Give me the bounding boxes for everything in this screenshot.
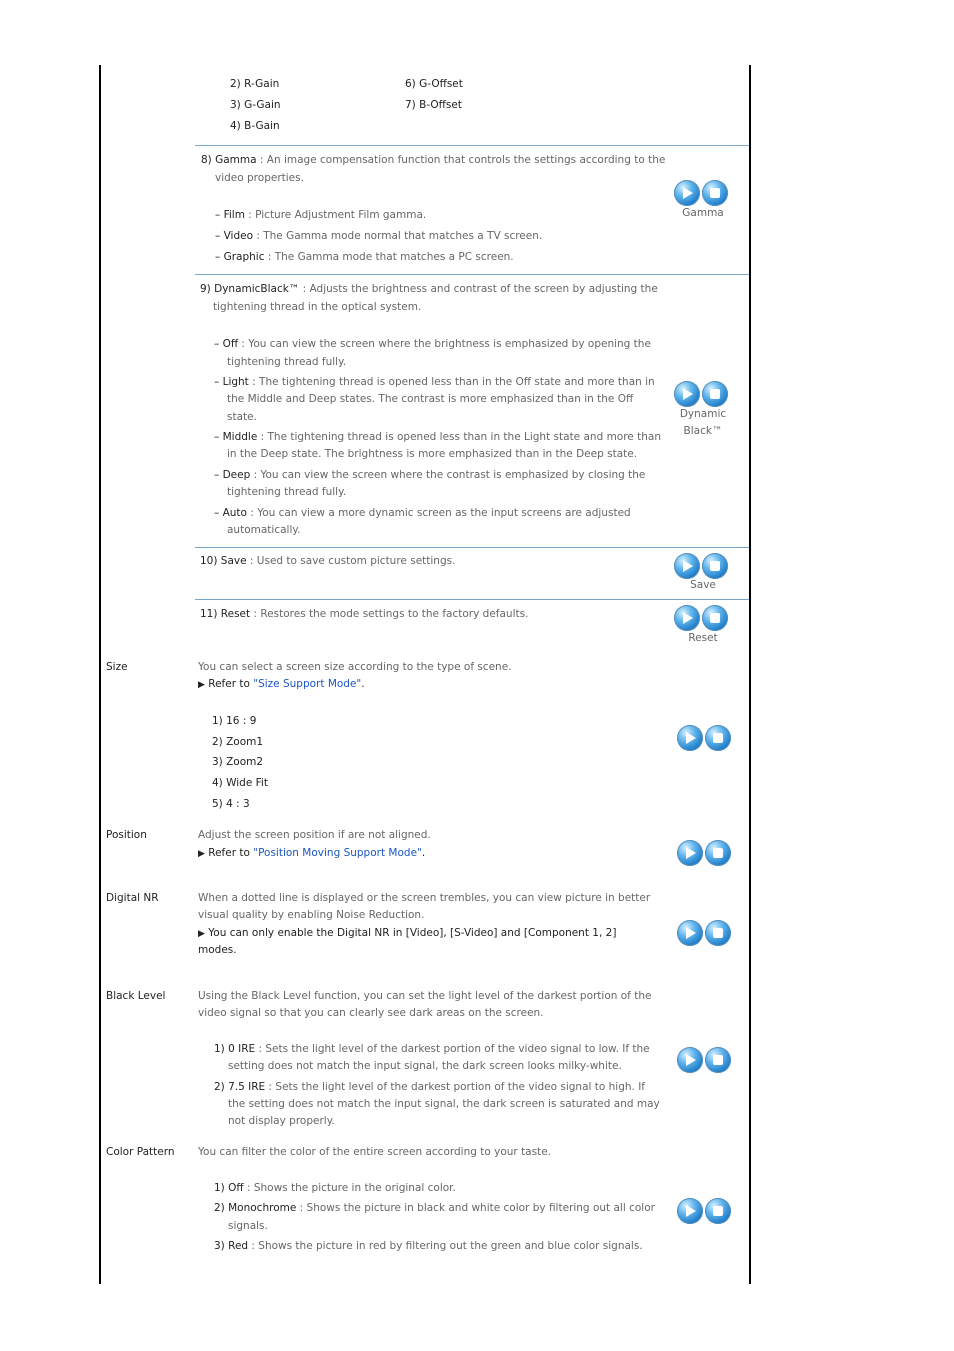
save-term: 10) Save: [200, 555, 247, 567]
save-caption: Save: [690, 579, 716, 591]
stop-button[interactable]: [705, 1198, 731, 1224]
list-item: 4) B-Gain: [230, 120, 280, 132]
stop-button[interactable]: [702, 381, 728, 407]
black-level-option: [214, 1041, 650, 1057]
black-level-description-line2: video signal so that you can clearly see dark areas on the screen.: [198, 1007, 544, 1019]
gamma-option-film: – Film : Picture Adjustment Film gamma.: [215, 209, 427, 221]
option-term: 1) Off: [214, 1182, 244, 1194]
db-option-deep: – Deep : You can view the screen where the contrast is emphasized by closing the: [214, 469, 646, 481]
size-option: 2) Zoom1: [212, 736, 264, 748]
refer-suffix: .: [361, 678, 365, 690]
option-desc-cont: tightening thread fully.: [227, 486, 347, 498]
play-button[interactable]: [677, 1047, 703, 1073]
dynamic-black-desc: : Adjusts the brightness and contrast of the screen by adjusting the: [299, 283, 658, 295]
stop-button[interactable]: [702, 553, 728, 579]
position-description: Adjust the screen position if are not aligned.: [198, 829, 431, 841]
stop-button[interactable]: [705, 840, 731, 866]
option-desc-cont: setting does not match the input signal, the dark screen looks milky-white.: [228, 1060, 622, 1072]
option-term: Film: [223, 209, 245, 221]
option-term: Off: [222, 338, 239, 350]
option-term: 1) 0 IRE: [214, 1043, 256, 1055]
stop-icon: [713, 1055, 723, 1065]
divider: [195, 274, 749, 275]
option-desc-cont: in the Deep state. The brightness is more emphasized than in the Deep state.: [227, 448, 638, 460]
stop-icon: [713, 848, 723, 858]
stop-icon: [710, 389, 720, 399]
db-option-off: – Off : You can view the screen where the brightness is emphasized by opening the: [214, 338, 651, 350]
option-desc: : Sets the light level of the darkest portion of the video signal to low. If the: [255, 1043, 650, 1055]
size-label: Size: [106, 661, 128, 673]
stop-icon: [710, 188, 720, 198]
color-pattern-option: [214, 1238, 643, 1254]
size-option: 4) Wide Fit: [212, 777, 268, 789]
db-option-middle: – Middle : The tightening thread is opened less than in the Light state and more than: [214, 431, 661, 443]
play-icon: [686, 1205, 696, 1217]
divider: [195, 599, 749, 600]
option-desc: : The Gamma mode normal that matches a TV screen.: [253, 230, 543, 242]
divider: [195, 145, 749, 146]
option-desc-cont: the setting does not match the input signal, the dark screen is saturated and may: [228, 1098, 660, 1110]
play-icon: [683, 388, 693, 400]
stop-icon: [710, 613, 720, 623]
option-desc: : The tightening thread is opened less than in the Off state and more than in: [248, 376, 655, 388]
option-desc-cont: state.: [227, 411, 257, 423]
option-term: Graphic: [223, 251, 265, 263]
save-desc: : Used to save custom picture settings.: [246, 555, 456, 567]
option-desc: : Shows the picture in the original color.: [243, 1182, 456, 1194]
db-option-auto: – Auto : You can view a more dynamic screen as the input screens are adjusted: [214, 507, 631, 519]
right-border: [749, 65, 751, 1284]
play-icon: [686, 1054, 696, 1066]
option-desc: : You can view the screen where the brightness is emphasized by opening the: [238, 338, 651, 350]
note-text: You can only enable the Digital NR in [Video], [S-Video] and [Component 1, 2]: [208, 927, 617, 939]
reset-term: 11) Reset: [200, 608, 251, 620]
option-desc: : Picture Adjustment Film gamma.: [244, 209, 427, 221]
position-refer: [198, 845, 425, 862]
size-option: 5) 4 : 3: [212, 798, 250, 810]
play-icon: [683, 560, 693, 572]
size-refer: [198, 676, 365, 693]
db-option-light: – Light : The tightening thread is opened less than in the Off state and more than in: [214, 376, 655, 388]
size-media-buttons: [677, 725, 735, 753]
digital-nr-label: Digital NR: [106, 892, 159, 904]
stop-button[interactable]: [705, 725, 731, 751]
dynamic-black-caption: Black™: [683, 425, 723, 437]
arrow-right-icon: ▶: [198, 849, 205, 859]
play-button[interactable]: [674, 553, 700, 579]
option-desc-cont: signals.: [228, 1220, 268, 1232]
option-desc: : The tightening thread is opened less than in the Light state and more than: [257, 431, 661, 443]
digital-nr-note-line2: modes.: [198, 944, 237, 956]
position-moving-support-mode-link[interactable]: "Position Moving Support Mode": [253, 847, 422, 859]
color-pattern-option: [214, 1180, 456, 1196]
gamma-term: 8) Gamma: [201, 154, 257, 166]
digital-nr-media-buttons: [677, 920, 735, 948]
reset-desc: : Restores the mode settings to the factory defaults.: [250, 608, 529, 620]
color-pattern-description: You can filter the color of the entire screen according to your taste.: [198, 1146, 552, 1158]
play-button[interactable]: [677, 1198, 703, 1224]
black-level-media-buttons: [677, 1047, 735, 1075]
gamma-desc: : An image compensation function that controls the settings according to the: [256, 154, 666, 166]
gamma-description: [201, 152, 665, 168]
play-button[interactable]: [674, 381, 700, 407]
option-term: Middle: [222, 431, 258, 443]
option-term: Video: [223, 230, 254, 242]
play-button[interactable]: [677, 725, 703, 751]
option-term: 2) 7.5 IRE: [214, 1081, 266, 1093]
size-option: 3) Zoom2: [212, 756, 264, 768]
save-description: [200, 553, 455, 569]
list-item: 7) B-Offset: [405, 99, 462, 111]
arrow-right-icon: ▶: [198, 929, 205, 939]
digital-nr-description: When a dotted line is displayed or the screen trembles, you can view picture in better: [198, 892, 651, 904]
stop-icon: [713, 928, 723, 938]
dynamic-black-desc-line2: tightening thread in the optical system.: [213, 301, 422, 313]
black-level-label: Black Level: [106, 990, 166, 1002]
play-button[interactable]: [677, 840, 703, 866]
size-description: You can select a screen size according to the type of scene.: [198, 661, 512, 673]
reset-caption: Reset: [688, 632, 718, 644]
dynamic-black-media-buttons: [674, 381, 732, 409]
gamma-option-graphic: – Graphic : The Gamma mode that matches a PC screen.: [215, 251, 514, 263]
dynamic-black-description: [200, 281, 658, 297]
arrow-right-icon: ▶: [198, 680, 205, 690]
play-button[interactable]: [677, 920, 703, 946]
gamma-caption: Gamma: [682, 207, 724, 219]
position-media-buttons: [677, 840, 735, 868]
stop-button[interactable]: [702, 605, 728, 631]
list-item: 3) G-Gain: [230, 99, 281, 111]
option-desc-cont: automatically.: [227, 524, 301, 536]
option-term: Auto: [222, 507, 247, 519]
stop-icon: [713, 733, 723, 743]
list-item: 6) G-Offset: [405, 78, 463, 90]
play-icon: [686, 927, 696, 939]
reset-description: [200, 606, 528, 622]
option-desc: : You can view a more dynamic screen as the input screens are adjusted: [246, 507, 631, 519]
reset-media-buttons: [674, 605, 732, 633]
option-desc-cont: the Middle and Deep states. The contrast is more emphasized than in the Off: [227, 393, 634, 405]
refer-prefix: Refer to: [208, 847, 254, 859]
digital-nr-note: [198, 925, 616, 942]
play-icon: [686, 847, 696, 859]
stop-icon: [710, 561, 720, 571]
dynamic-black-caption: Dynamic: [679, 408, 727, 420]
option-desc-cont: not display properly.: [228, 1115, 335, 1127]
size-support-mode-link[interactable]: "Size Support Mode": [253, 678, 362, 690]
refer-prefix: Refer to: [208, 678, 254, 690]
list-item: 2) R-Gain: [230, 78, 280, 90]
stop-icon: [713, 1206, 723, 1216]
option-desc: : Shows the picture in red by filtering out the green and blue color signals.: [248, 1240, 643, 1252]
digital-nr-description-line2: visual quality by enabling Noise Reduction.: [198, 909, 425, 921]
black-level-option: [214, 1079, 645, 1095]
play-button[interactable]: [674, 180, 700, 206]
option-term: 2) Monochrome: [214, 1202, 297, 1214]
position-label: Position: [106, 829, 147, 841]
color-pattern-media-buttons: [677, 1198, 735, 1226]
color-pattern-label: Color Pattern: [106, 1146, 175, 1158]
option-term: Light: [222, 376, 249, 388]
gamma-media-buttons: [674, 180, 732, 208]
black-level-description: Using the Black Level function, you can set the light level of the darkest portion of the: [198, 990, 652, 1002]
play-button[interactable]: [674, 605, 700, 631]
color-pattern-option: [214, 1200, 655, 1216]
left-border: [99, 65, 101, 1284]
option-desc: : You can view the screen where the contrast is emphasized by closing the: [250, 469, 646, 481]
option-desc-cont: tightening thread fully.: [227, 356, 347, 368]
option-desc: : Sets the light level of the darkest portion of the video signal to high. If: [265, 1081, 646, 1093]
option-term: 3) Red: [214, 1240, 249, 1252]
play-icon: [683, 187, 693, 199]
option-desc: : Shows the picture in black and white color by filtering out all color: [296, 1202, 655, 1214]
option-desc: : The Gamma mode that matches a PC screen.: [264, 251, 514, 263]
play-icon: [686, 732, 696, 744]
gamma-option-video: – Video : The Gamma mode normal that matches a TV screen.: [215, 230, 543, 242]
option-term: Deep: [222, 469, 251, 481]
divider: [195, 547, 749, 548]
refer-suffix: .: [421, 847, 426, 859]
play-icon: [683, 612, 693, 624]
size-option: 1) 16 : 9: [212, 715, 257, 727]
dynamic-black-term: 9) DynamicBlack™: [200, 283, 300, 295]
stop-button[interactable]: [705, 920, 731, 946]
gamma-desc-line2: video properties.: [215, 172, 304, 184]
stop-button[interactable]: [702, 180, 728, 206]
stop-button[interactable]: [705, 1047, 731, 1073]
